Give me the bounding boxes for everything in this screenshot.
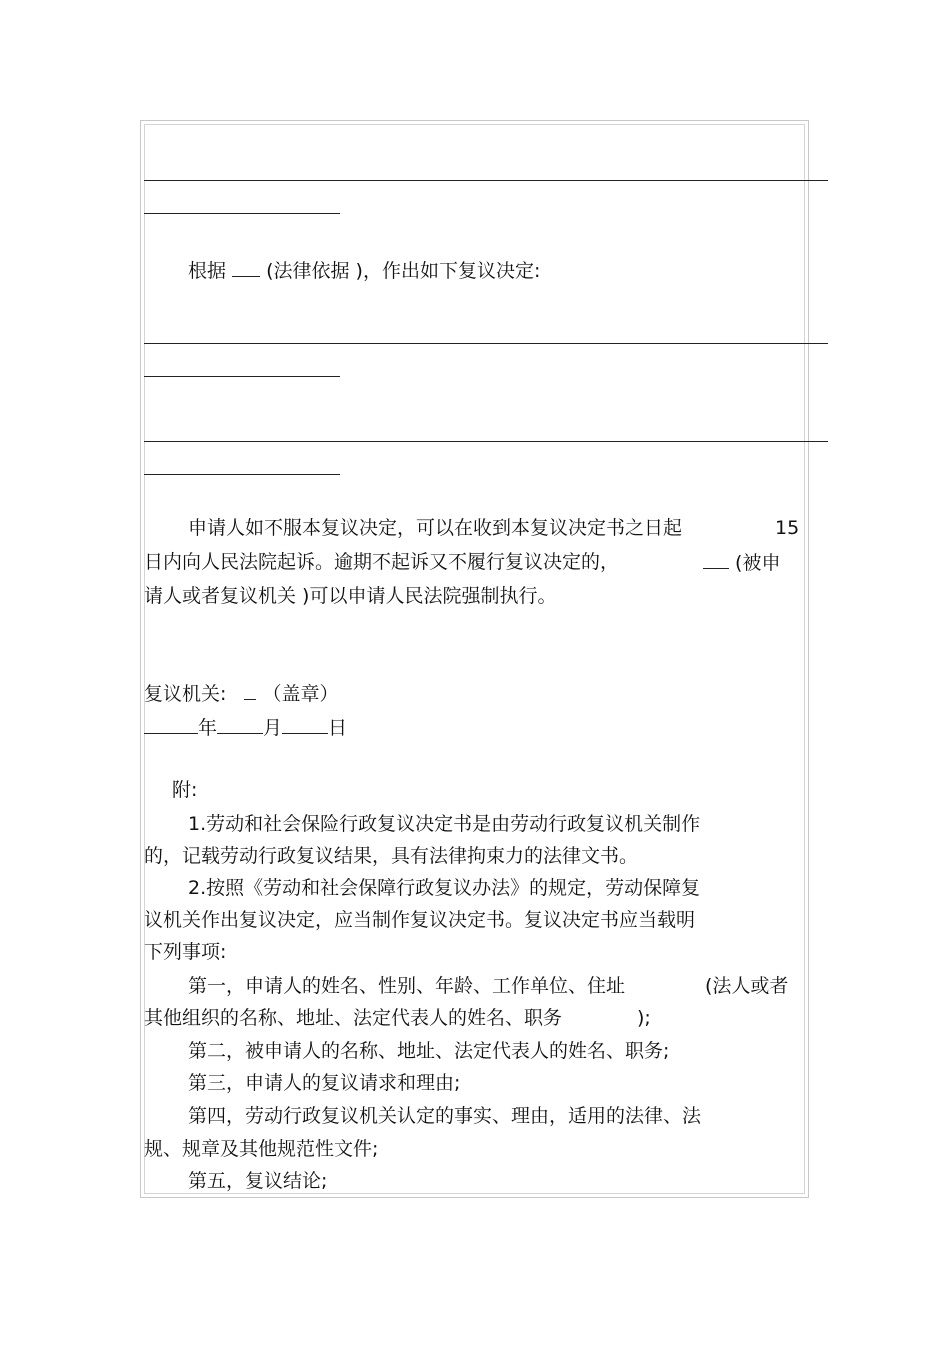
basis-middle: (法律依据 )，作出如下复议决定: — [266, 260, 541, 282]
year-blank — [144, 715, 198, 734]
month-blank — [217, 715, 263, 734]
authority-label: 复议机关: — [144, 683, 227, 705]
appendix-line: 2.按照《劳动和社会保障行政复议办法》的规定，劳动保障复 — [188, 877, 701, 899]
notice-line-1: 申请人如不服本复议决定，可以在收到本复议决定书之日起 — [188, 517, 683, 539]
blank-line — [144, 376, 340, 377]
notice-line-3: 请人或者复议机关 )可以申请人民法院强制执行。 — [144, 585, 557, 607]
signature-authority — [144, 681, 339, 706]
notice-line-2b — [703, 550, 780, 575]
blank-line — [144, 213, 340, 214]
day-label: 日 — [328, 717, 348, 739]
notice-line-2a: 日内向人民法院起诉。逾期不起诉又不履行复议决定的， — [144, 551, 620, 573]
appendix-heading: 附: — [172, 779, 198, 801]
appendix-line: 第一，申请人的姓名、性别、年龄、工作单位、住址 — [188, 975, 626, 997]
year-label: 年 — [198, 717, 218, 739]
appendix-line: 第二，被申请人的名称、地址、法定代表人的姓名、职务; — [188, 1040, 670, 1062]
blank-line — [144, 441, 828, 442]
day-blank — [282, 715, 328, 734]
appendix-line: 规、规章及其他规范性文件; — [144, 1138, 379, 1160]
notice-days: 15 — [775, 517, 800, 539]
appendix-line: 第四，劳动行政复议机关认定的事实、理由，适用的法律、法 — [188, 1105, 702, 1127]
appendix-line: (法人或者 — [705, 975, 789, 997]
appendix-line: 下列事项: — [144, 941, 227, 963]
appendix-line: ); — [637, 1007, 651, 1029]
blank-line — [144, 180, 828, 181]
blank-line — [144, 343, 828, 344]
appendix-line: 的，记载劳动行政复议结果，具有法律拘束力的法律文书。 — [144, 845, 639, 867]
appendix-line: 1.劳动和社会保险行政复议决定书是由劳动行政复议机关制作 — [188, 813, 701, 835]
basis-sentence — [188, 258, 540, 283]
party-blank — [703, 550, 729, 569]
notice-line-2b-text: (被申 — [735, 552, 781, 574]
appendix-line: 其他组织的名称、地址、法定代表人的姓名、职务 — [144, 1007, 563, 1029]
appendix-line: 第五，复议结论; — [188, 1170, 328, 1192]
seal-label: （盖章） — [262, 683, 339, 705]
appendix-line: 议机关作出复议决定，应当制作复议决定书。复议决定书应当载明 — [144, 909, 696, 931]
page-frame-inner — [144, 124, 805, 1194]
blank-line — [144, 474, 340, 475]
legal-basis-blank — [232, 258, 260, 277]
authority-blank — [244, 681, 256, 700]
appendix-line: 第三，申请人的复议请求和理由; — [188, 1072, 461, 1094]
basis-prefix: 根据 — [188, 260, 227, 282]
month-label: 月 — [263, 717, 283, 739]
signature-date — [144, 715, 347, 740]
